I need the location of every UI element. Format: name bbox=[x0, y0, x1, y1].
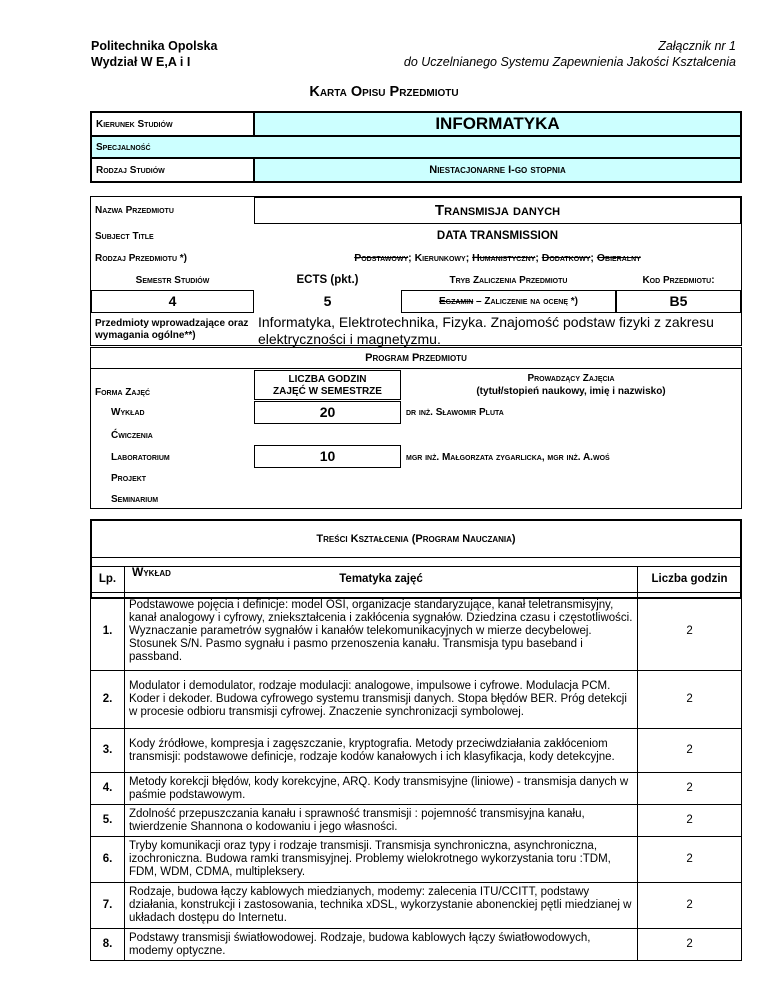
table-row bbox=[91, 671, 742, 729]
nazwa-value: Transmisja danych bbox=[254, 197, 741, 224]
table-row bbox=[91, 837, 742, 883]
row-lp: 3. bbox=[91, 729, 125, 773]
option-dodatkowy: Dodatkowy bbox=[541, 252, 591, 264]
row-topic: Podstawy transmisji światłowodowej. Rodzaje, budowa kablowych łączy światłowodowych, modemy optyczne. bbox=[124, 929, 637, 961]
table-row bbox=[91, 593, 742, 671]
tryb-label: Tryb Zaliczenia Przedmiotu bbox=[449, 275, 568, 286]
program-title: Program Przedmiotu bbox=[365, 352, 467, 364]
liczba-godzin-header bbox=[254, 370, 401, 400]
document-title: Karta Opisu Przedmiotu bbox=[309, 84, 459, 100]
subject-title-value: DATA TRANSMISSION bbox=[436, 230, 559, 242]
semestr-value: 4 bbox=[91, 290, 254, 313]
table-row bbox=[91, 729, 742, 773]
header-right bbox=[404, 38, 736, 70]
prowadzacy-label-1: Prowadzący Zajęcia bbox=[527, 373, 615, 384]
forma-label: Forma Zajęć bbox=[95, 387, 151, 398]
tryb-zaliczenie: Zaliczenie na ocenę *) bbox=[484, 296, 579, 307]
specjalnosc-label: Specjalność bbox=[91, 136, 741, 158]
program-divider bbox=[91, 368, 741, 369]
subject-title-label: Subject Title bbox=[95, 231, 154, 242]
program-box bbox=[90, 347, 742, 509]
forma-row-wyklad: Wykład bbox=[111, 407, 145, 418]
row-hours: 2 bbox=[638, 805, 742, 837]
row-hours: 2 bbox=[638, 671, 742, 729]
prereq-value: Informatyka, Elektrotechnika, Fizyka. Znajomość podstaw fizyki z zakresu elektryczności i magnetyzmu. bbox=[258, 314, 714, 347]
col-lp: Lp. bbox=[91, 567, 125, 593]
table-row bbox=[91, 773, 742, 805]
content-divider bbox=[92, 557, 740, 558]
prereq-label: Przedmioty wprowadzające oraz wymagania ogólne**) bbox=[95, 318, 249, 341]
tryb-egzamin: Egzamin bbox=[438, 296, 474, 307]
header-left bbox=[91, 38, 217, 70]
row-topic: Kody źródłowe, kompresja i zagęszczanie, kryptografia. Metody przeciwdziałania zakłóceniom transmisji: podstawowe definicje, rodzaje kodów kanałowych i ich klasyfikacja, kody detekcyjne. bbox=[124, 729, 637, 773]
row-lp: 4. bbox=[91, 773, 125, 805]
prowadzacy-header bbox=[401, 372, 741, 398]
semestr-label: Semestr Studiów bbox=[135, 275, 210, 286]
col-hours: Liczba godzin bbox=[638, 567, 742, 593]
kod-label: Kod Przedmiotu: bbox=[642, 275, 715, 286]
topics-header-row bbox=[91, 567, 742, 593]
kierunek-value: INFORMATYKA bbox=[254, 112, 741, 136]
row-hours: 2 bbox=[638, 837, 742, 883]
kierunek-label: Kierunek Studiów bbox=[91, 112, 254, 136]
topics-table bbox=[90, 566, 742, 961]
option-obieralny: Obieralny bbox=[596, 252, 641, 264]
row-lp: 5. bbox=[91, 805, 125, 837]
rodzaj-studiow-value: Niestacjonarne I-go stopnia bbox=[254, 158, 741, 182]
annex-label: Załącznik nr 1 bbox=[658, 39, 736, 53]
annex-subtitle: do Uczelnianego Systemu Zapewnienia Jakości Kształcenia bbox=[403, 55, 736, 69]
subject-info-box bbox=[90, 196, 742, 346]
table-row bbox=[91, 805, 742, 837]
forma-row-seminarium: Seminarium bbox=[111, 494, 159, 505]
rodzaj-przedmiotu-label: Rodzaj Przedmiotu *) bbox=[95, 253, 188, 264]
row-lp: 2. bbox=[91, 671, 125, 729]
prowadzacy-label-2: (tytuł/stopień naukowy, imię i nazwisko) bbox=[476, 386, 666, 397]
faculty-name: Wydział W E,A i I bbox=[91, 55, 191, 69]
option-podstawowy: Podstawowy bbox=[354, 252, 409, 264]
row-topic: Modulator i demodulator, rodzaje modulacji: analogowe, impulsowe i cyfrowe. Modulacja PCM. Koder i dekoder. Budowa cyfrowego systemu transmisji danych. Stopa błędów BER. Próg detekcji w procesie odbioru transmisji cyfrowej. Znaczenie synchronizacji symbolowej. bbox=[124, 671, 637, 729]
row-topic: Metody korekcji błędów, kody korekcyjne, ARQ. Kody transmisyjne (liniowe) - transmisja danych w paśmie podstawowym. bbox=[124, 773, 637, 805]
table-row bbox=[91, 883, 742, 929]
row-topic: Zdolność przepuszczania kanału i sprawność transmisji : pojemność transmisyjna kanału, twierdzenie Shannona o kodowaniu i jego własności. bbox=[124, 805, 637, 837]
content-title: Treści Kształcenia (Program Nauczania) bbox=[316, 533, 516, 545]
nazwa-label: Nazwa Przedmiotu bbox=[95, 205, 174, 216]
option-humanistyczny: Humanistyczny bbox=[472, 252, 536, 264]
tryb-separator: – bbox=[473, 296, 485, 307]
ects-value: 5 bbox=[323, 293, 332, 309]
kod-value: B5 bbox=[616, 290, 741, 313]
forma-row-cwiczenia: Ćwiczenia bbox=[111, 430, 153, 441]
row-hours: 2 bbox=[638, 773, 742, 805]
study-info-box bbox=[90, 111, 742, 183]
option-kierunkowy: Kierunkowy bbox=[414, 252, 466, 264]
forma-row-projekt: Projekt bbox=[111, 473, 147, 484]
rodzaj-studiow-label: Rodzaj Studiów bbox=[91, 158, 254, 182]
row-lp: 1. bbox=[91, 593, 125, 671]
rodzaj-przedmiotu-options: Podstawowy; Kierunkowy; Humanistyczny; Dodatkowy; Obieralny bbox=[354, 252, 641, 264]
row-lp: 6. bbox=[91, 837, 125, 883]
row-hours: 2 bbox=[638, 883, 742, 929]
ects-label: ECTS (pkt.) bbox=[296, 274, 359, 286]
liczba-label-1: LICZBA GODZIN bbox=[288, 374, 367, 385]
row-hours: 2 bbox=[638, 593, 742, 671]
hours-wyklad: 20 bbox=[254, 401, 401, 424]
table-row bbox=[91, 929, 742, 961]
col-topic: Tematyka zajęć bbox=[124, 567, 637, 593]
row-hours: 2 bbox=[638, 729, 742, 773]
teacher-laboratorium: mgr inż. Małgorzata zygarlicka, mgr inż. A.woś bbox=[406, 452, 610, 463]
teacher-wyklad: dr inż. Sławomir Pluta bbox=[406, 407, 504, 418]
liczba-label-2: ZAJĘĆ W SEMESTRZE bbox=[273, 386, 382, 397]
row-lp: 7. bbox=[91, 883, 125, 929]
row-topic: Tryby komunikacji oraz typy i rodzaje transmisji. Transmisja synchroniczna, asynchroniczna, izochroniczna. Budowa ramki transmisyjnej. Problemy wielokrotnego wykorzystania toru :TDM, FDM, WDM, CDMA, multipleksery. bbox=[124, 837, 637, 883]
row-hours: 2 bbox=[638, 929, 742, 961]
tryb-value bbox=[401, 290, 616, 313]
hours-laboratorium: 10 bbox=[254, 445, 401, 468]
row-topic: Podstawowe pojęcia i definicje: model OSI, organizacje standaryzujące, kanał teletransmisyjny, kanał analogowy i cyfrowy, zniekształcenia i zakłócenia sygnałów. Dziedzina czasu i częstotliwości. Wyznaczanie parametrów sygnałów i kanałów telekomunikacyjnych w mierze decybelowej. Stosunek S/N. Pasmo sygnału i pasmo przenoszenia kanału. Transmisja typu baseband i passband. bbox=[124, 593, 637, 671]
row-topic: Rodzaje, budowa łączy kablowych miedzianych, modemy: zalecenia ITU/CCITT, podstawy działania, konstrukcji i zastosowania, technika xDSL, wykorzystanie abonenckiej pętli miedzianej w układach dostępu do Internetu. bbox=[124, 883, 637, 929]
university-name: Politechnika Opolska bbox=[91, 39, 218, 53]
content-section-wyklad: Wykład bbox=[132, 565, 171, 579]
forma-row-laboratorium: Laboratorium bbox=[111, 452, 170, 463]
row-lp: 8. bbox=[91, 929, 125, 961]
